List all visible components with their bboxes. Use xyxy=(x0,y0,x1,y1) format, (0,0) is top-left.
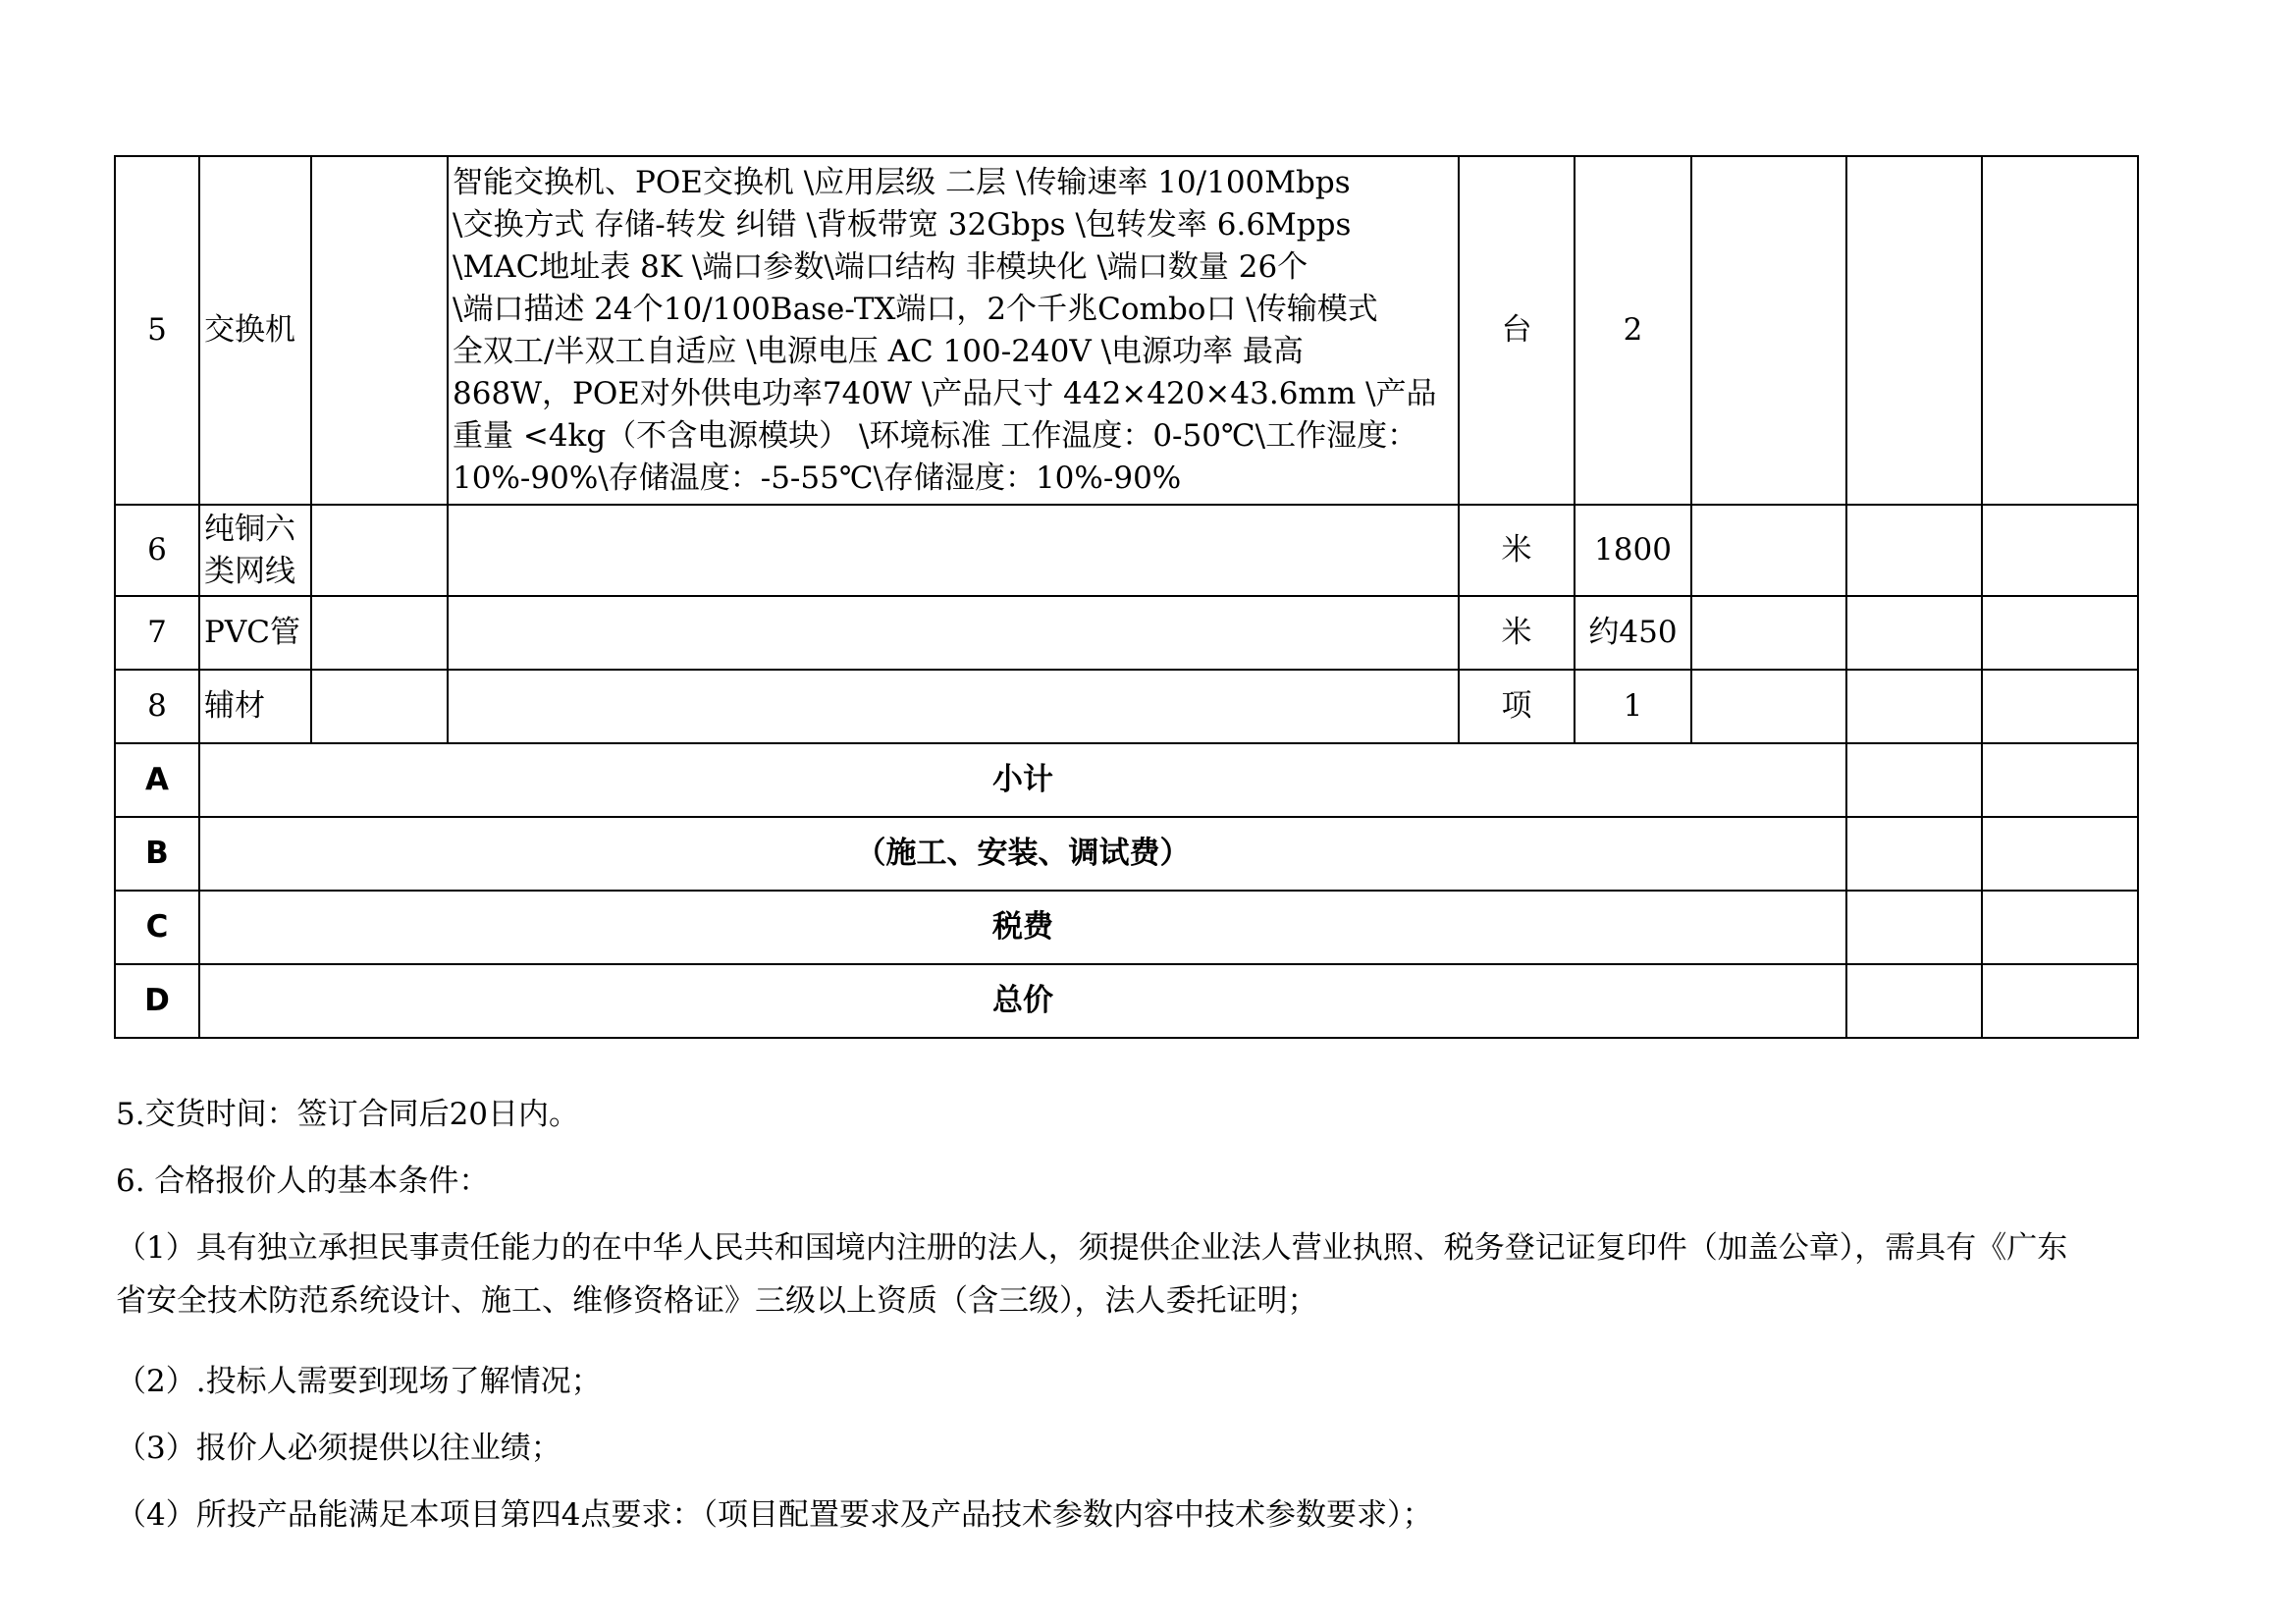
spec-line: \MAC地址表 8K \端口参数\端口结构 非模块化 \端口数量 26个 xyxy=(453,248,1308,285)
summary-remark xyxy=(1982,964,2138,1038)
summary-remark xyxy=(1982,817,2138,891)
item-remark xyxy=(1982,156,2138,505)
item-unit-price xyxy=(1691,156,1846,505)
summary-amount xyxy=(1846,817,1982,891)
terms-section xyxy=(116,1095,2246,1535)
summary-code: A xyxy=(115,743,199,817)
item-unit-price xyxy=(1691,596,1846,670)
item-quantity: 约450 xyxy=(1575,596,1691,670)
summary-amount xyxy=(1846,964,1982,1038)
spec-line: 全双工/半双工自适应 \电源电压 AC 100-240V \电源功率 最高 xyxy=(453,333,1304,369)
item-brand xyxy=(311,505,448,596)
item-unit: 台 xyxy=(1459,156,1575,505)
quote-table xyxy=(114,155,2139,1039)
qualification-heading: 6. 合格报价人的基本条件： xyxy=(116,1164,490,1199)
item-name xyxy=(199,505,311,596)
delivery-time-text: 5.交货时间：签订合同后20日内。 xyxy=(116,1097,580,1132)
item-brand xyxy=(311,156,448,505)
item-spec xyxy=(448,596,1459,670)
qualification-item-1: （1）具有独立承担民事责任能力的在中华人民共和国境内注册的法人，须提供企业法人营业执照、税务登记证复印件（加盖公章），需具有《广东 xyxy=(116,1230,2068,1266)
item-brand xyxy=(311,670,448,743)
spec-line: \交换方式 存储-转发 纠错 \背板带宽 32Gbps \包转发率 6.6Mpps xyxy=(453,206,1352,243)
summary-label: 小计 xyxy=(199,743,1846,817)
summary-amount xyxy=(1846,891,1982,964)
item-unit: 项 xyxy=(1459,670,1575,743)
item-total xyxy=(1846,596,1982,670)
item-total xyxy=(1846,670,1982,743)
summary-code: B xyxy=(115,817,199,891)
item-spec xyxy=(448,505,1459,596)
summary-label: （施工、安装、调试费） xyxy=(199,817,1846,891)
item-total xyxy=(1846,156,1982,505)
item-name: PVC管 xyxy=(199,596,311,670)
item-unit: 米 xyxy=(1459,505,1575,596)
item-unit-price xyxy=(1691,670,1846,743)
summary-row-construction xyxy=(115,817,2138,891)
row-number: 6 xyxy=(115,505,199,596)
qualification-item-3: （3）报价人必须提供以往业绩； xyxy=(116,1431,561,1466)
item-spec xyxy=(448,670,1459,743)
summary-code: D xyxy=(115,964,199,1038)
qualification-item-1-continued: 省安全技术防范系统设计、施工、维修资格证》三级以上资质（含三级），法人委托证明； xyxy=(116,1283,1318,1319)
summary-remark xyxy=(1982,891,2138,964)
row-number: 7 xyxy=(115,596,199,670)
summary-code: C xyxy=(115,891,199,964)
item-name-line: 类网线 xyxy=(204,553,295,589)
table-row xyxy=(115,505,2138,596)
summary-amount xyxy=(1846,743,1982,817)
row-number: 5 xyxy=(115,156,199,505)
row-number: 8 xyxy=(115,670,199,743)
summary-label: 总价 xyxy=(199,964,1846,1038)
item-name: 交换机 xyxy=(199,156,311,505)
summary-remark xyxy=(1982,743,2138,817)
item-unit: 米 xyxy=(1459,596,1575,670)
qualification-item-2: （2）.投标人需要到现场了解情况； xyxy=(116,1364,602,1399)
spec-line: 重量 <4kg（不含电源模块） \环境标准 工作温度：0-50℃\工作湿度： xyxy=(453,417,1418,454)
item-name-line: 纯铜六 xyxy=(204,511,295,547)
item-quantity: 1 xyxy=(1575,670,1691,743)
summary-row-tax xyxy=(115,891,2138,964)
summary-label: 税费 xyxy=(199,891,1846,964)
item-unit-price xyxy=(1691,505,1846,596)
item-brand xyxy=(311,596,448,670)
spec-line: 10%-90%\存储温度：-5-55℃\存储湿度：10%-90% xyxy=(453,460,1182,496)
table-row xyxy=(115,156,2138,505)
summary-row-total xyxy=(115,964,2138,1038)
item-total xyxy=(1846,505,1982,596)
table-row xyxy=(115,670,2138,743)
item-remark xyxy=(1982,596,2138,670)
item-spec xyxy=(448,156,1459,505)
item-quantity: 1800 xyxy=(1575,505,1691,596)
spec-line: 智能交换机、POE交换机 \应用层级 二层 \传输速率 10/100Mbps xyxy=(453,164,1351,200)
summary-row-subtotal xyxy=(115,743,2138,817)
item-name: 辅材 xyxy=(199,670,311,743)
spec-line: \端口描述 24个10/100Base-TX端口，2个千兆Combo口 \传输模式 xyxy=(453,291,1378,327)
item-remark xyxy=(1982,505,2138,596)
table-row xyxy=(115,596,2138,670)
item-quantity: 2 xyxy=(1575,156,1691,505)
item-remark xyxy=(1982,670,2138,743)
qualification-item-4: （4）所投产品能满足本项目第四4点要求：（项目配置要求及产品技术参数内容中技术参数要求）； xyxy=(116,1497,1433,1533)
spec-line: 868W，POE对外供电功率740W \产品尺寸 442×420×43.6mm \产品 xyxy=(453,375,1437,411)
